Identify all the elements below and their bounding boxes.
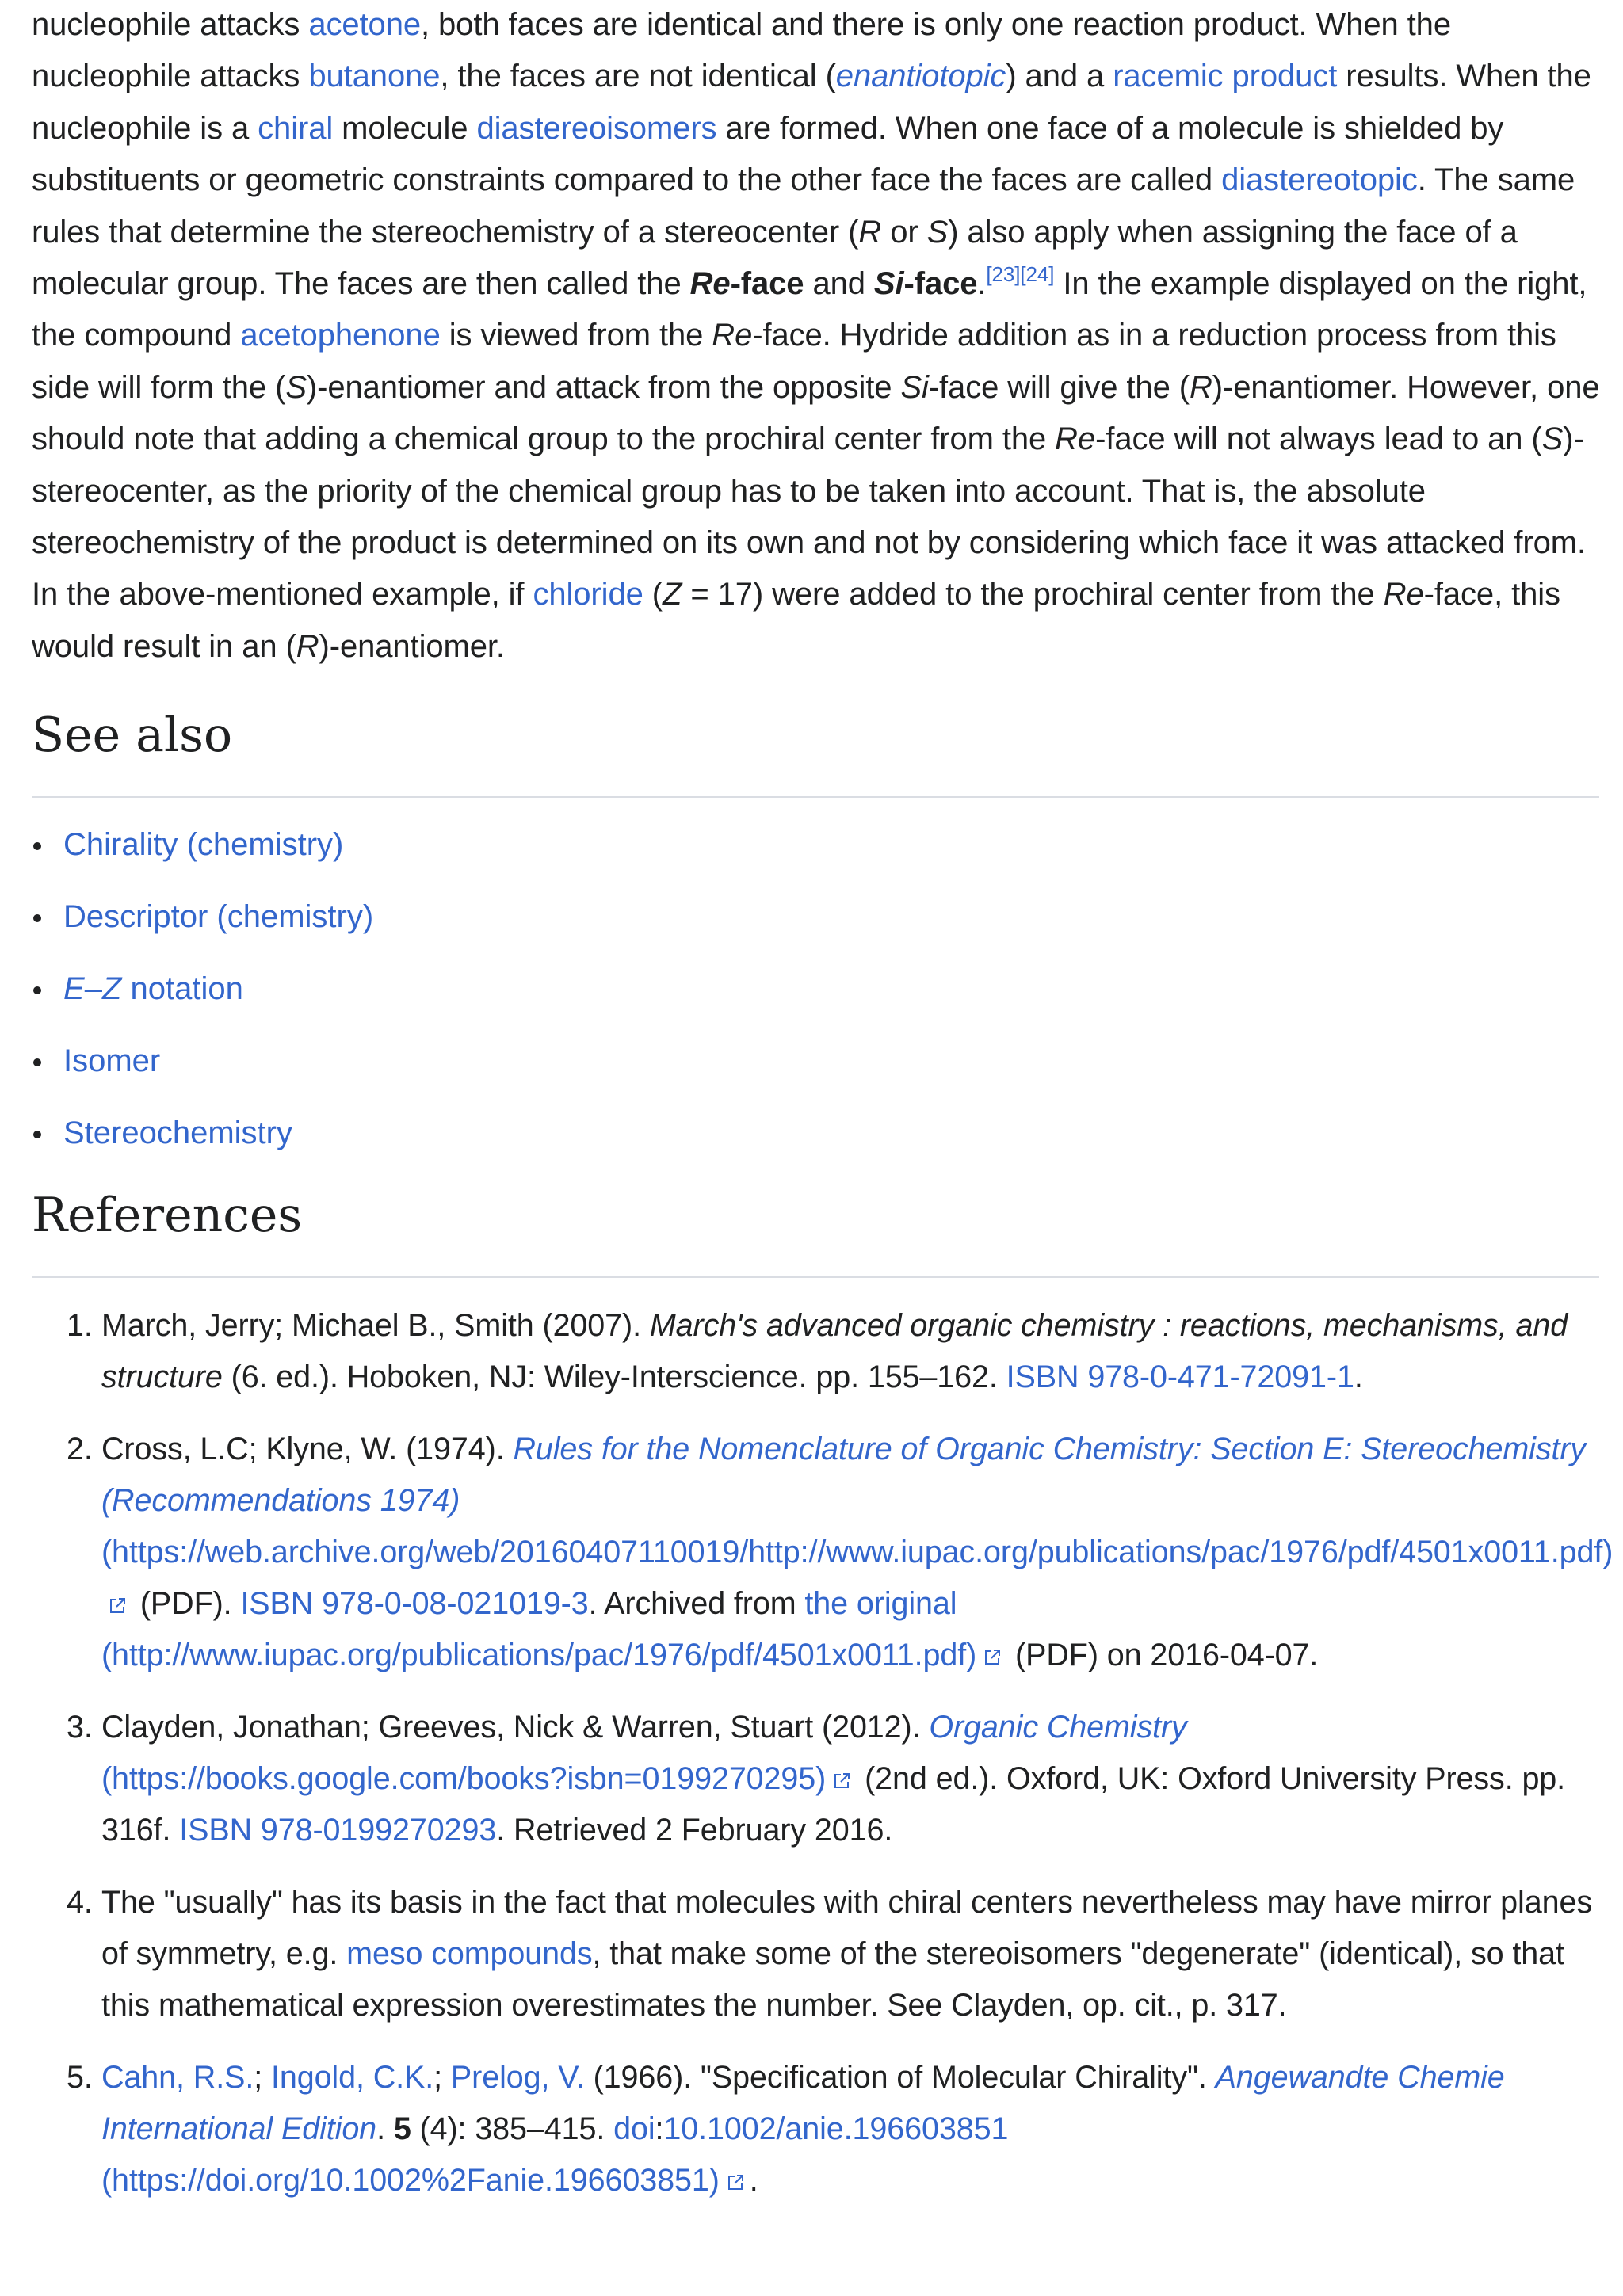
see-also-item	[32, 1112, 1601, 1154]
italic-s: S	[926, 214, 949, 250]
term-si: Si	[873, 266, 904, 302]
ez-dash: –	[84, 971, 102, 1006]
ref-text: (PDF) on 2016-04-07.	[1006, 1638, 1319, 1672]
ref-doi: 10.1002/anie.196603851	[663, 2111, 1009, 2146]
italic-re: Re	[1383, 577, 1424, 612]
ref-text: , that make some of the stereoisomers "degenerate" (identical), so that this mathematical expression overestimates the number. See Clayden, op. cit., p. 317.	[101, 1936, 1564, 2023]
text-run: -face will give the (	[928, 369, 1190, 405]
reference-item-1	[32, 1300, 1601, 1403]
ref-url: (https://doi.org/10.1002%2Fanie.196603851)	[101, 2163, 720, 2198]
ref-link-label: the original	[804, 1586, 957, 1621]
citation-24[interactable]: [24]	[1020, 262, 1055, 287]
link-diastereotopic[interactable]: diastereotopic	[1221, 162, 1418, 198]
text-run: -face. Hydride addition as in a reduction process from this side will form the (	[32, 318, 1556, 405]
text-run: -face, this would result in an (	[32, 577, 1560, 664]
link-enantiotopic-label: enantiotopic	[835, 59, 1006, 94]
link-meso-compounds[interactable]: meso compounds	[346, 1936, 593, 1971]
link-doi-label[interactable]: doi	[613, 2111, 655, 2146]
see-also-divider	[32, 796, 1599, 798]
italic-r: R	[858, 214, 882, 250]
text-run: molecule	[333, 110, 477, 146]
link-isbn[interactable]: ISBN 978-0-08-021019-3	[240, 1586, 589, 1621]
link-isomer[interactable]: Isomer	[63, 1043, 161, 1078]
italic-s: S	[1541, 421, 1564, 457]
text-run: is viewed from the	[440, 318, 712, 353]
ref-text: .	[749, 2163, 758, 2198]
ref-text: Clayden, Jonathan; Greeves, Nick & Warren, Stuart (2012).	[101, 1710, 930, 1745]
ref-text: :	[655, 2111, 664, 2146]
link-descriptor-chemistry[interactable]: Descriptor (chemistry)	[63, 899, 374, 934]
text-run: )-enantiomer and attack from the opposite	[306, 369, 901, 405]
citation-group	[986, 262, 1054, 286]
ez-rest: notation	[121, 971, 243, 1006]
references-section	[32, 1187, 1601, 1244]
link-diastereoisomers[interactable]: diastereoisomers	[476, 110, 717, 146]
ref-text: (4): 385–415.	[411, 2111, 614, 2146]
reference-item-5	[32, 2052, 1601, 2206]
citation-23[interactable]: [23]	[986, 262, 1021, 287]
references-divider	[32, 1276, 1599, 1278]
ref-text: March, Jerry; Michael B., Smith (2007).	[101, 1308, 650, 1343]
text-run: are formed. When one face of a molecule is shielded by substituents or geometric constraints compared to the other face the faces are called	[32, 110, 1504, 198]
see-also-section	[32, 707, 1601, 764]
italic-z: Z	[662, 577, 682, 612]
link-butanone[interactable]: butanone	[308, 59, 441, 94]
ref-title-link: Rules for the Nomenclature of Organic Chemistry: Section E: Stereochemistry (Recommendations 1974)	[101, 1432, 1587, 1518]
text-run: )-enantiomer. However, one should note that adding a chemical group to the prochiral center from the	[32, 369, 1600, 457]
text-run: )-enantiomer.	[319, 628, 505, 664]
text-run: ) and a	[1006, 59, 1113, 94]
reference-number: 3.	[67, 1710, 93, 1745]
reference-item-4	[32, 1877, 1601, 2031]
link-author-ingold[interactable]: Ingold, C.K.	[270, 2060, 434, 2095]
ref-text: (PDF).	[132, 1586, 241, 1621]
ref-text: .	[1354, 1360, 1363, 1394]
ref-text: .	[376, 2111, 394, 2146]
text-run: -face will not always lead to an (	[1095, 421, 1542, 457]
term-re-face	[690, 266, 804, 301]
stereochemistry-faces-paragraph	[32, 0, 1609, 673]
see-also-item	[32, 896, 1601, 937]
text-run: (	[643, 577, 663, 612]
text-run: or	[881, 214, 927, 250]
reference-number: 1.	[67, 1308, 93, 1343]
link-acetone[interactable]: acetone	[308, 7, 421, 42]
external-link-icon	[832, 1772, 851, 1791]
italic-si: Si	[900, 369, 929, 405]
link-author-prelog[interactable]: Prelog, V.	[450, 2060, 585, 2095]
reference-number: 4.	[67, 1885, 93, 1920]
link-chloride[interactable]: chloride	[533, 577, 643, 612]
see-also-item	[32, 824, 1601, 865]
text-run: nucleophile attacks	[32, 7, 309, 42]
link-isbn[interactable]: ISBN 978-0-471-72091-1	[1006, 1360, 1354, 1394]
reference-item-2	[32, 1424, 1613, 1681]
external-link-icon	[726, 2173, 745, 2192]
text-run: . The same rules that determine the stereochemistry of a stereocenter (	[32, 162, 1575, 250]
text-run: )-stereocenter, as the priority of the chemical group has to be taken into account. That is, the absolute stereochemistry of the product is determined on its own and not by considering which face it was attacked from. In the above-mentioned example, if	[32, 421, 1586, 612]
italic-re: Re	[1055, 421, 1096, 457]
ref-text: . Retrieved 2 February 2016.	[496, 1813, 893, 1848]
ref-title-link: Organic Chemistry	[929, 1710, 1187, 1745]
text-run: , both faces are identical and there is only one reaction product. When the nucleophile attacks	[32, 7, 1451, 94]
ez-z: Z	[101, 971, 122, 1006]
ref-text: Cross, L.C; Klyne, W. (1974).	[101, 1432, 514, 1466]
ref-journal: Angewandte Chemie International Edition	[101, 2060, 1505, 2146]
external-link-icon	[983, 1648, 1002, 1667]
ref-url: (http://www.iupac.org/publications/pac/1976/pdf/4501x0011.pdf)	[101, 1638, 977, 1672]
see-also-heading: See also	[32, 707, 233, 763]
ref-text: The "usually" has its basis in the fact that molecules with chiral centers nevertheless may have mirror planes of symmetry, e.g.	[101, 1885, 1592, 1971]
see-also-list	[32, 824, 1601, 1154]
link-ez-notation[interactable]	[63, 971, 243, 1006]
ref-volume: 5	[393, 2111, 411, 2146]
reference-item-3	[32, 1702, 1601, 1856]
link-stereochemistry[interactable]: Stereochemistry	[63, 1116, 292, 1150]
ref-text: ;	[433, 2060, 451, 2095]
italic-r: R	[296, 628, 319, 664]
term-face-suffix: -face	[903, 266, 978, 302]
ref-url: (https://web.archive.org/web/20160407110019/http://www.iupac.org/publications/pac/1976/pdf/4501x0011.pdf)	[101, 1535, 1613, 1569]
ez-e: E	[63, 971, 85, 1006]
references-heading: References	[32, 1188, 303, 1243]
link-acetophenone[interactable]: acetophenone	[240, 318, 441, 353]
text-run: In the example displayed on the right, the compound	[32, 266, 1587, 353]
link-chirality-chemistry[interactable]: Chirality (chemistry)	[63, 827, 344, 862]
text-run: results. When the nucleophile is a	[32, 59, 1591, 146]
text-run: .	[977, 266, 987, 302]
text-run: ) also apply when assigning the face of a molecular group. The faces are then called the	[32, 214, 1518, 302]
link-racemic-product[interactable]: racemic product	[1113, 59, 1338, 94]
reference-number: 2.	[67, 1432, 93, 1466]
link-chiral[interactable]: chiral	[258, 110, 334, 146]
text-run: and	[804, 266, 874, 302]
link-isbn[interactable]: ISBN 978-0199270293	[179, 1813, 497, 1848]
ref-url: (https://books.google.com/books?isbn=0199270295)	[101, 1761, 827, 1796]
italic-r: R	[1189, 369, 1212, 405]
ref-text: ;	[254, 2060, 271, 2095]
references-list	[32, 1300, 1613, 2206]
ref-text: . Archived from	[588, 1586, 805, 1621]
link-author-cahn[interactable]: Cahn, R.S.	[101, 2060, 254, 2095]
see-also-item	[32, 968, 1601, 1009]
ref-text: (1966). "Specification of Molecular Chirality".	[584, 2060, 1216, 2095]
text-run: = 17) were added to the prochiral center from the	[682, 577, 1384, 612]
ref-text: (2nd ed.). Oxford, UK: Oxford University Press. pp. 316f.	[101, 1761, 1566, 1848]
text-run: , the faces are not identical (	[440, 59, 836, 94]
ref-text: (6. ed.). Hoboken, NJ: Wiley-Interscience. pp. 155–162.	[222, 1360, 1006, 1394]
term-face-suffix: -face	[730, 266, 804, 302]
italic-re: Re	[712, 318, 753, 353]
ref-title: March's advanced organic chemistry : reactions, mechanisms, and structure	[101, 1308, 1568, 1394]
reference-number: 5.	[67, 2060, 93, 2095]
link-enantiotopic[interactable]	[836, 59, 1006, 93]
external-link-icon	[108, 1596, 127, 1615]
term-re: Re	[689, 266, 731, 302]
italic-s: S	[285, 369, 307, 405]
term-si-face	[874, 266, 977, 301]
see-also-item	[32, 1040, 1601, 1081]
